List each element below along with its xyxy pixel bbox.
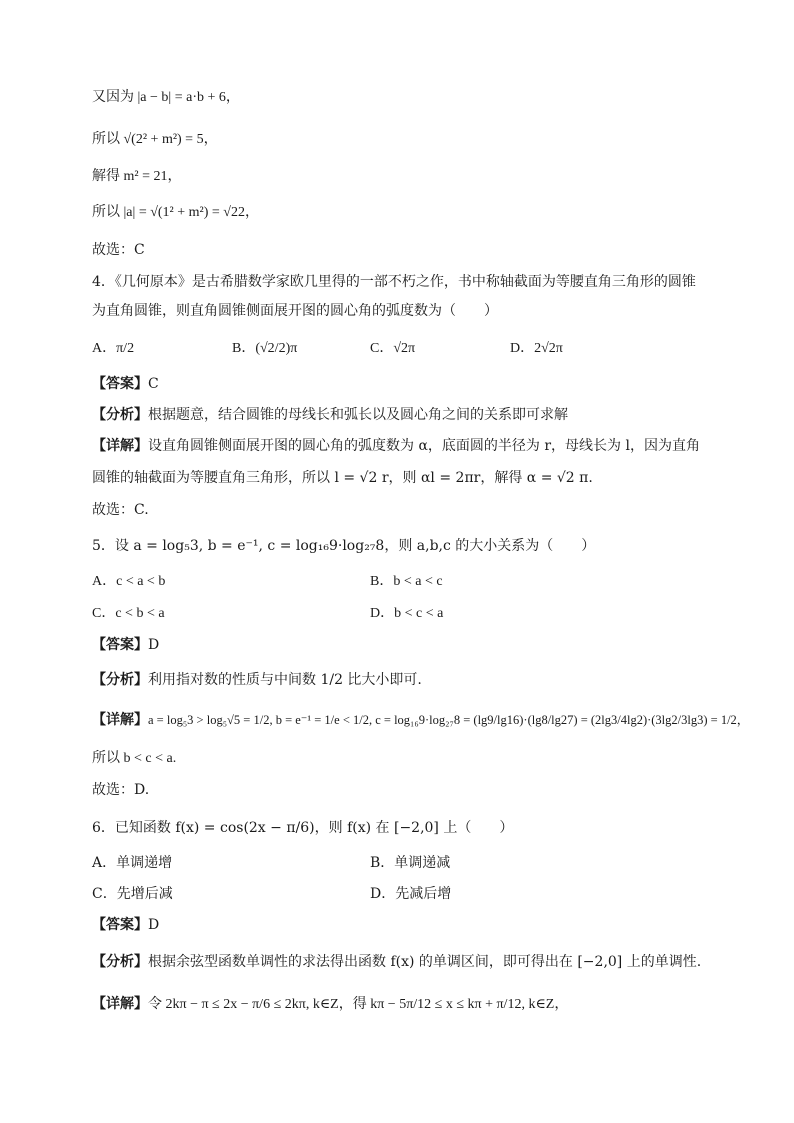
answer-value: C	[148, 376, 159, 392]
question-5-option-a: A．c < a < b	[92, 574, 166, 589]
question-6-option-a: A．单调递增	[92, 855, 173, 871]
answer-tag: 【答案】	[92, 376, 148, 392]
question-5-option-b: B．b < a < c	[370, 574, 443, 589]
question-4-analysis	[92, 405, 568, 425]
question-4-detail-continued: 圆锥的轴截面为等腰直角三角形，所以 l = √2 r，则 αl = 2πr，解得 α = √2 π.	[92, 470, 593, 486]
question-4-stem: 4．《几何原本》是古希腊数学家欧几里得的一部不朽之作，书中称轴截面为等腰直角三角形的圆锥	[92, 274, 696, 290]
question-5-choose: 故选：D.	[92, 782, 150, 798]
question-4-option-b: B．(√2/2)π	[232, 341, 298, 356]
answer-tag: 【答案】	[92, 917, 148, 933]
detail-tag: 【详解】	[92, 438, 148, 454]
question-4-detail	[92, 436, 700, 456]
detail-text: 令 2kπ − π ≤ 2x − π/6 ≤ 2kπ, k∈Z，得 kπ − 5π/12 ≤ x ≤ kπ + π/12, k∈Z，	[148, 997, 569, 1012]
question-6-stem: 6．已知函数 f(x) = cos(2x − π/6)，则 f(x) 在 [−2,0] 上（ ）	[92, 820, 514, 836]
question-4-stem: 为直角圆锥，则直角圆锥侧面展开图的圆心角的弧度数为（ ）	[92, 303, 498, 319]
analysis-tag: 【分析】	[92, 672, 148, 688]
text-line: 故选：C	[92, 242, 145, 258]
question-5-analysis	[92, 670, 422, 690]
question-4-option-d: D．2√2π	[510, 341, 563, 356]
analysis-text: 利用指对数的性质与中间数 1/2 比大小即可.	[148, 672, 422, 688]
question-5-answer	[92, 635, 159, 655]
analysis-tag: 【分析】	[92, 407, 148, 423]
detail-text: 设直角圆锥侧面展开图的圆心角的弧度数为 α，底面圆的半径为 r，母线长为 l，因为直角	[148, 438, 700, 454]
question-5-conclusion: 所以 b < c < a.	[92, 751, 177, 766]
text-line: 解得 m² = 21，	[92, 169, 182, 184]
answer-value: D	[148, 917, 160, 933]
question-6-analysis	[92, 952, 701, 972]
question-5-detail	[92, 710, 749, 730]
analysis-tag: 【分析】	[92, 954, 148, 970]
question-5-stem: 5．设 a = log₅3, b = e⁻¹, c = log₁₆9·log₂₇8，则 a,b,c 的大小关系为（ ）	[92, 538, 596, 554]
question-4-answer	[92, 374, 159, 394]
detail-tag: 【详解】	[92, 712, 148, 728]
text-line: 又因为 |a − b| = a·b + 6，	[92, 90, 240, 105]
detail-tag: 【详解】	[92, 996, 148, 1012]
detail-text: a = log₅3 > log₅√5 = 1/2, b = e⁻¹ = 1/e < 1/2, c = log₁₆9·log₂₇8 = (lg9/lg16)·(lg8/lg27) = (2lg3/4lg2)·(3lg2/3lg3) = 1/2，	[148, 713, 750, 727]
question-6-detail	[92, 994, 568, 1015]
question-4-choose: 故选：C.	[92, 502, 149, 518]
question-6-option-d: D．先减后增	[370, 886, 452, 902]
analysis-text: 根据题意，结合圆锥的母线长和弧长以及圆心角之间的关系即可求解	[148, 407, 568, 423]
analysis-text: 根据余弦型函数单调性的求法得出函数 f(x) 的单调区间，即可得出在 [−2,0] 上的单调性.	[148, 954, 702, 970]
question-6-answer	[92, 915, 159, 935]
answer-tag: 【答案】	[92, 637, 148, 653]
answer-value: D	[148, 637, 160, 653]
question-4-option-c: C．√2π	[370, 341, 416, 356]
question-6-option-c: C．先增后减	[92, 886, 173, 902]
question-6-option-b: B．单调递减	[370, 855, 451, 871]
question-5-option-d: D．b < c < a	[370, 606, 444, 621]
text-line: 所以 √(2² + m²) = 5，	[92, 132, 218, 147]
question-4-option-a: A．π/2	[92, 341, 135, 356]
text-line: 所以 |a| = √(1² + m²) = √22，	[92, 205, 259, 220]
question-5-option-c: C．c < b < a	[92, 606, 165, 621]
